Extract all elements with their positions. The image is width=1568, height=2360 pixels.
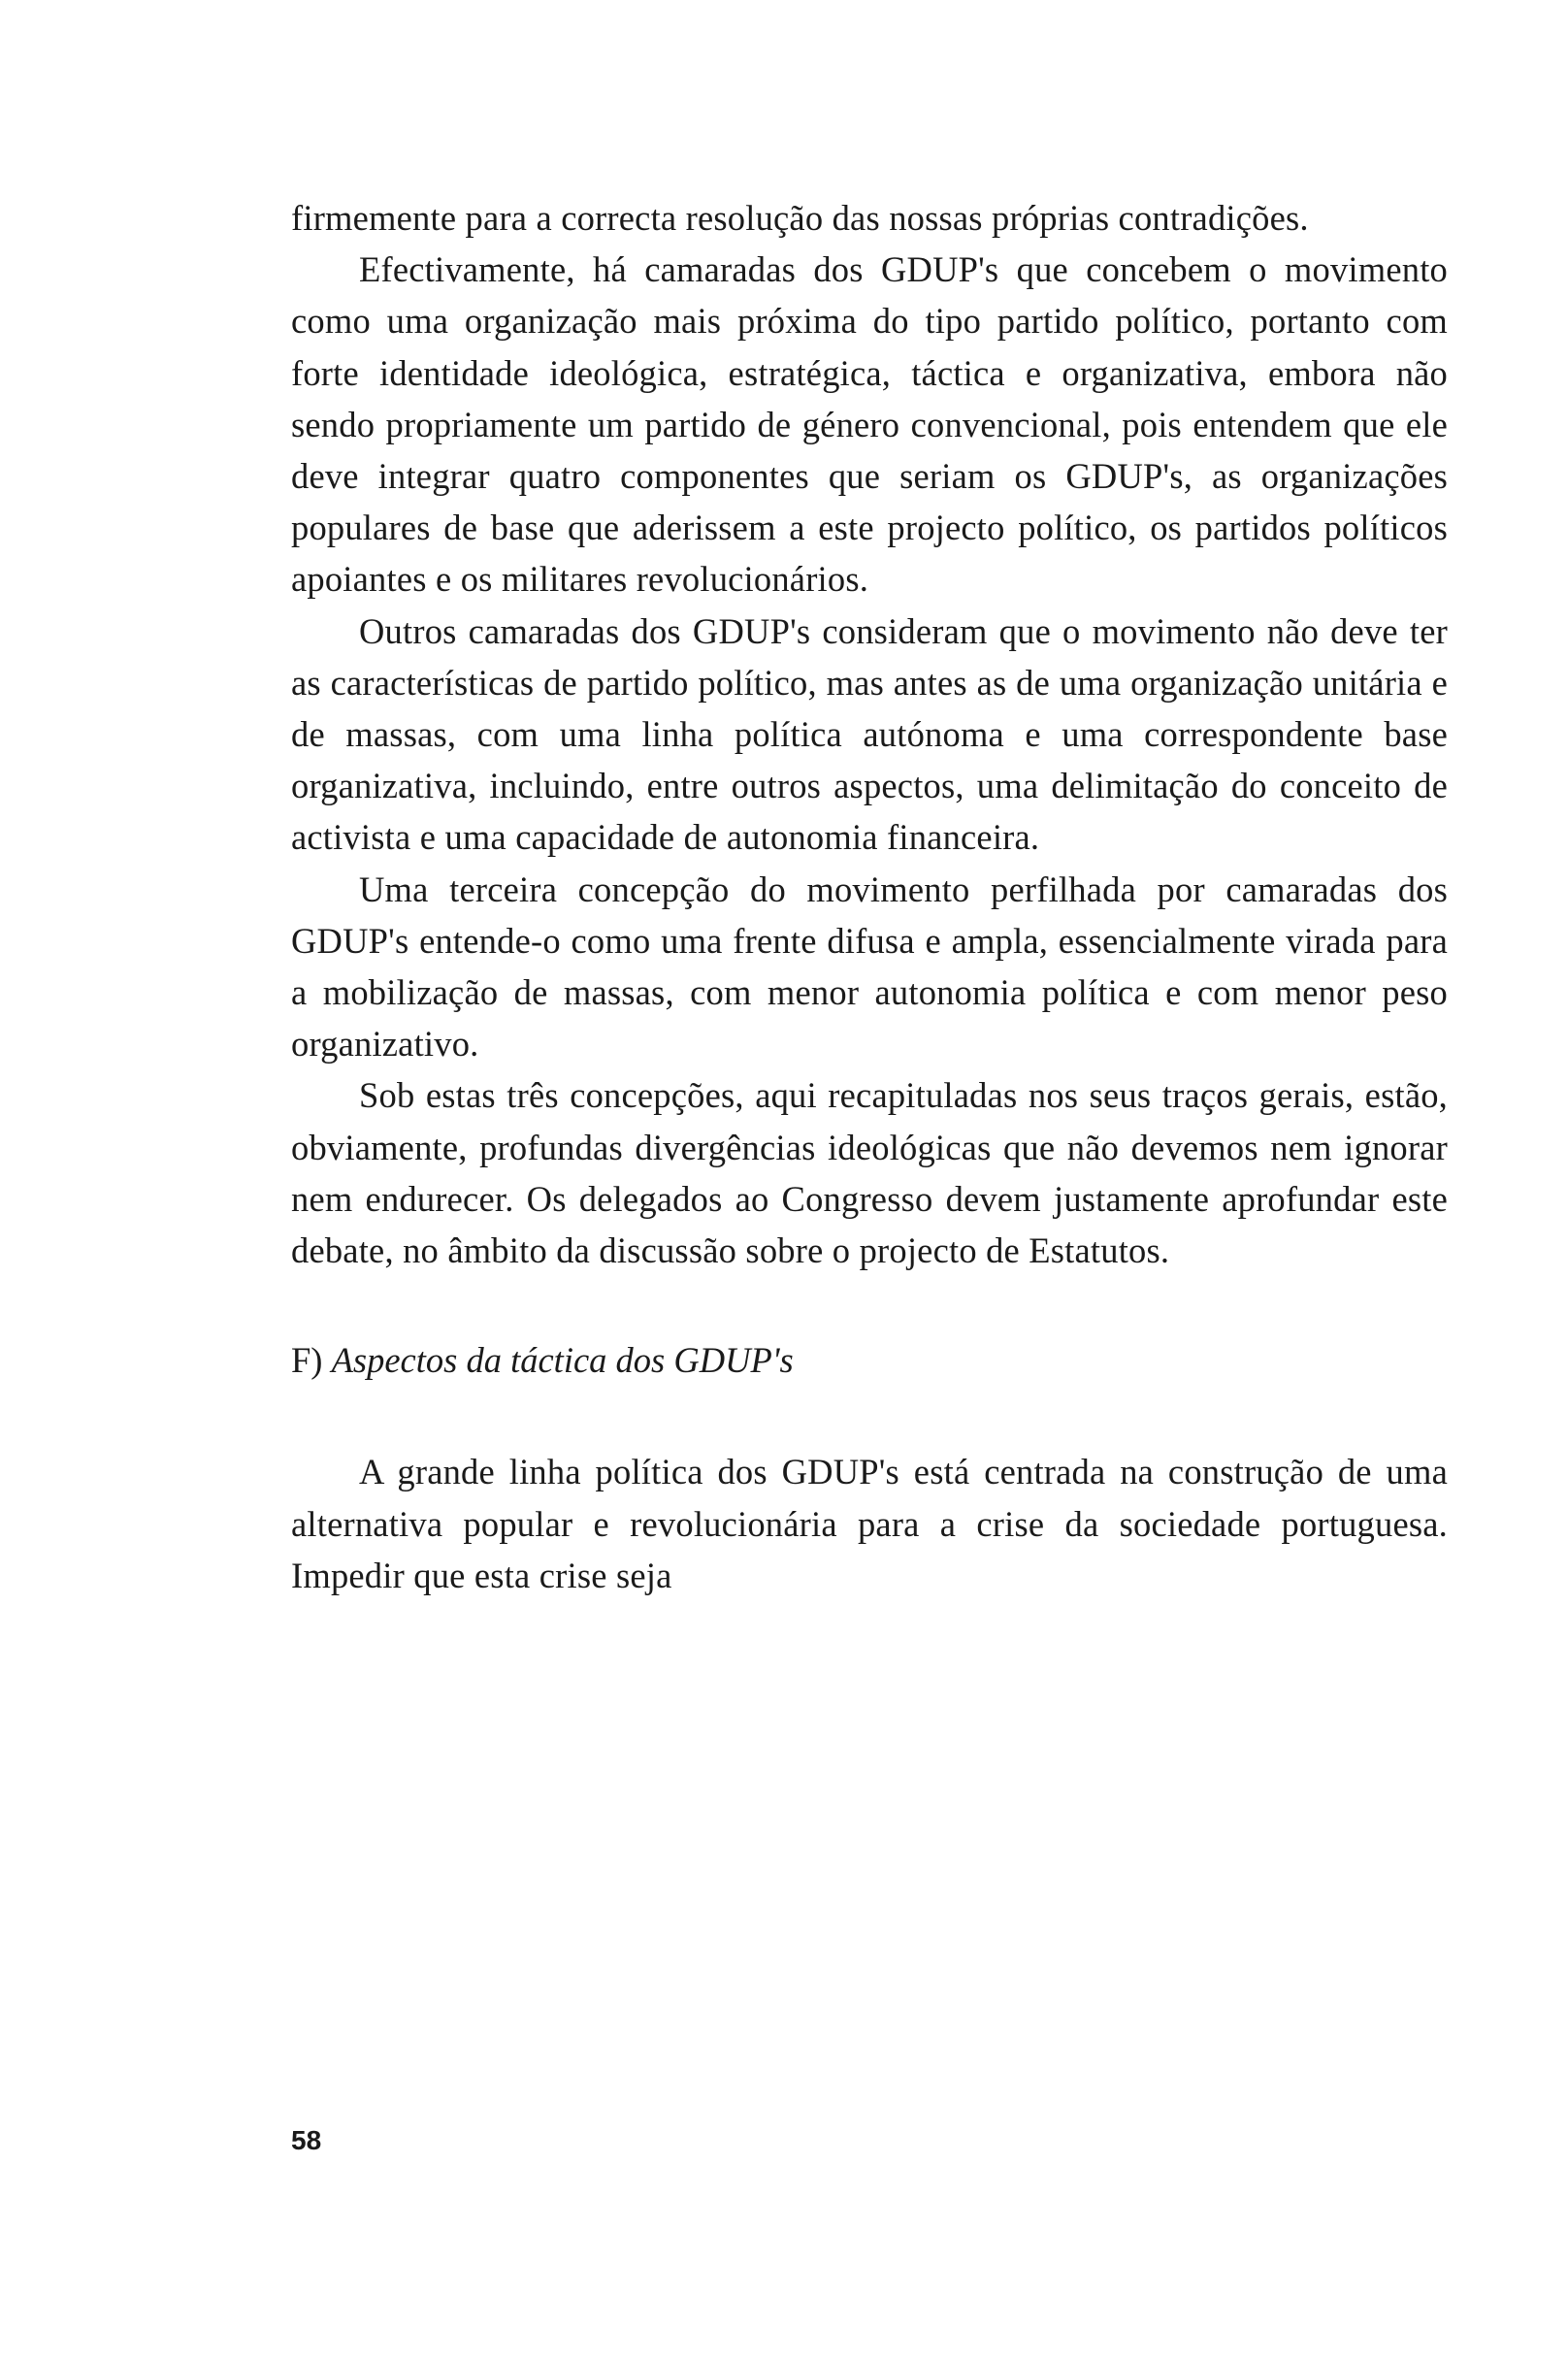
paragraph-6: A grande linha política dos GDUP's está centrada na construção de uma alternativa popular e revolucionária para a crise da sociedade portuguesa. Impedir que esta crise seja	[291, 1452, 1448, 1595]
section-heading-label: F)	[291, 1340, 323, 1381]
paragraph-4: Uma terceira concepção do movimento perfilhada por camaradas dos GDUP's entende-o como uma frente difusa e ampla, essencialmente virada para a mobilização de massas, com menor autonomia política e com menor peso organizativo.	[291, 869, 1448, 1065]
paragraph-5: Sob estas três concepções, aqui recapituladas nos seus traços gerais, estão, obviamente, profundas divergências ideológicas que não devemos nem ignorar nem endurecer. Os delegados ao Congresso devem justamente aprofundar este debate, no âmbito da discussão sobre o projecto de Estatutos.	[291, 1075, 1448, 1271]
paragraph-2: Efectivamente, há camaradas dos GDUP's que concebem o movimento como uma organização mais próxima do tipo partido político, portanto com forte identidade ideológica, estratégica, táctica e organizativa, embora não sendo propriamente um partido de género convencional, pois entendem que ele deve integrar quatro componentes que seriam os GDUP's, as organizações populares de base que aderissem a este projecto político, os partidos políticos apoiantes e os militares revolucionários.	[291, 249, 1448, 600]
paragraph-1: firmemente para a correcta resolução das nossas próprias contradições.	[291, 198, 1309, 238]
section-heading	[291, 1334, 1448, 1386]
page-number: 58	[291, 2125, 322, 2155]
section-heading-text: Aspectos da táctica dos GDUP's	[331, 1340, 794, 1381]
page-body	[291, 192, 1448, 1601]
paragraph-3: Outros camaradas dos GDUP's consideram que o movimento não deve ter as características de partido político, mas antes as de uma organização unitária e de massas, com uma linha política autónoma e uma correspondente base organizativa, incluindo, entre outros aspectos, uma delimitação do conceito de activista e uma capacidade de autonomia financeira.	[291, 610, 1448, 858]
